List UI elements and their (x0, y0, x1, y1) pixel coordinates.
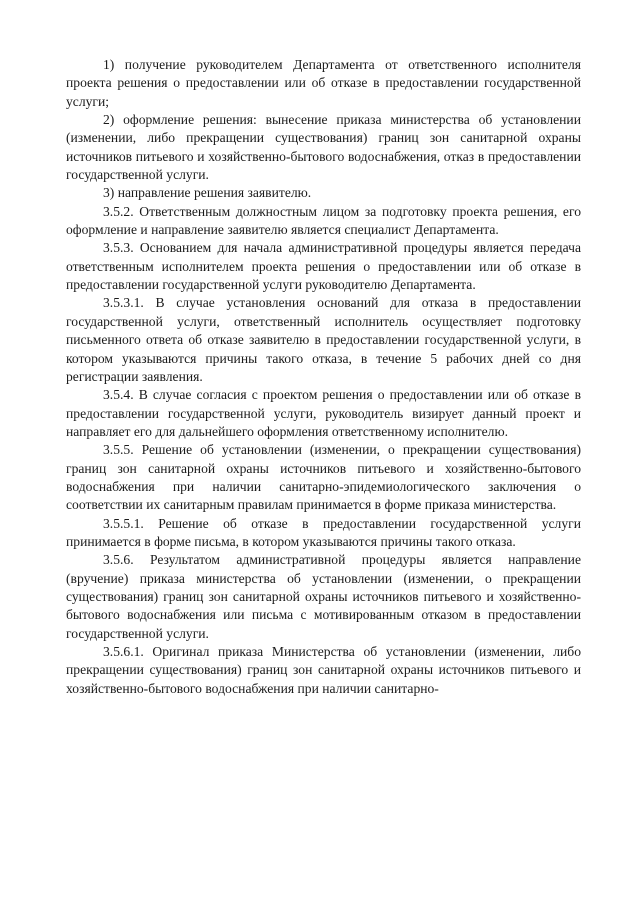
paragraph-3-5-3-1: 3.5.3.1. В случае установления оснований для отказа в предоставлении государственной услуги, ответственный исполнитель осуществляет подготовку письменного ответа об отказе заявителю в предоставлении государственной услуги, в котором указываются причины такого отказа, в течение 5 рабочих дней со дня регистрации заявления. (66, 295, 581, 384)
paragraph-3-5-6-1: 3.5.6.1. Оригинал приказа Министерства об установлении (изменении, либо прекращении существования) границ зон санитарной охраны источников питьевого и хозяйственно-бытового водоснабжения при наличии санитарно- (66, 644, 581, 696)
document-body (66, 56, 581, 698)
paragraph-3-5-3: 3.5.3. Основанием для начала административной процедуры является передача ответственным исполнителем проекта решения о предоставлении или об отказе в предоставлении государственной услуги руководителю Департамента. (66, 240, 581, 293)
paragraph-3-5-5-1: 3.5.5.1. Решение об отказе в предоставлении государственной услуги принимается в форме письма, в котором указываются причины такого отказа. (66, 515, 581, 549)
paragraph-step-2: 2) оформление решения: вынесение приказа министерства об установлении (изменении, либо прекращении существования) границ зон санитарной охраны источников питьевого и хозяйственно-бытового водоснабжения, отказ в предоставлении государственной услуги. (66, 112, 581, 183)
paragraph-3-5-5: 3.5.5. Решение об установлении (изменении, о прекращении существования) границ зон санитарной охраны источников питьевого и хозяйственно-бытового водоснабжения при наличии санитарно-эпидемиологического заключения о соответствии их санитарным правилам принимается в форме приказа министерства. (66, 442, 581, 513)
paragraph-3-5-2: 3.5.2. Ответственным должностным лицом за подготовку проекта решения, его оформление и направление заявителю является специалист Департамента. (66, 203, 581, 238)
paragraph-step-1: 1) получение руководителем Департамента от ответственного исполнителя проекта решения о предоставлении или об отказе в предоставлении государственной услуги; (66, 57, 581, 109)
paragraph-step-3: 3) направление решения заявителю. (103, 185, 312, 201)
paragraph-3-5-6: 3.5.6. Результатом административной процедуры является направление (вручение) приказа министерства об установлении (изменении, о прекращении существования) границ зон санитарной охраны источников питьевого и хозяйственно-бытового водоснабжения или письма с мотивированным отказом в предоставлении государственной услуги. (66, 552, 581, 641)
paragraph-3-5-4: 3.5.4. В случае согласия с проектом решения о предоставлении или об отказе в предоставлении государственной услуги, руководитель визирует данный проект и направляет его для дальнейшего оформления ответственному исполнителю. (66, 387, 581, 439)
